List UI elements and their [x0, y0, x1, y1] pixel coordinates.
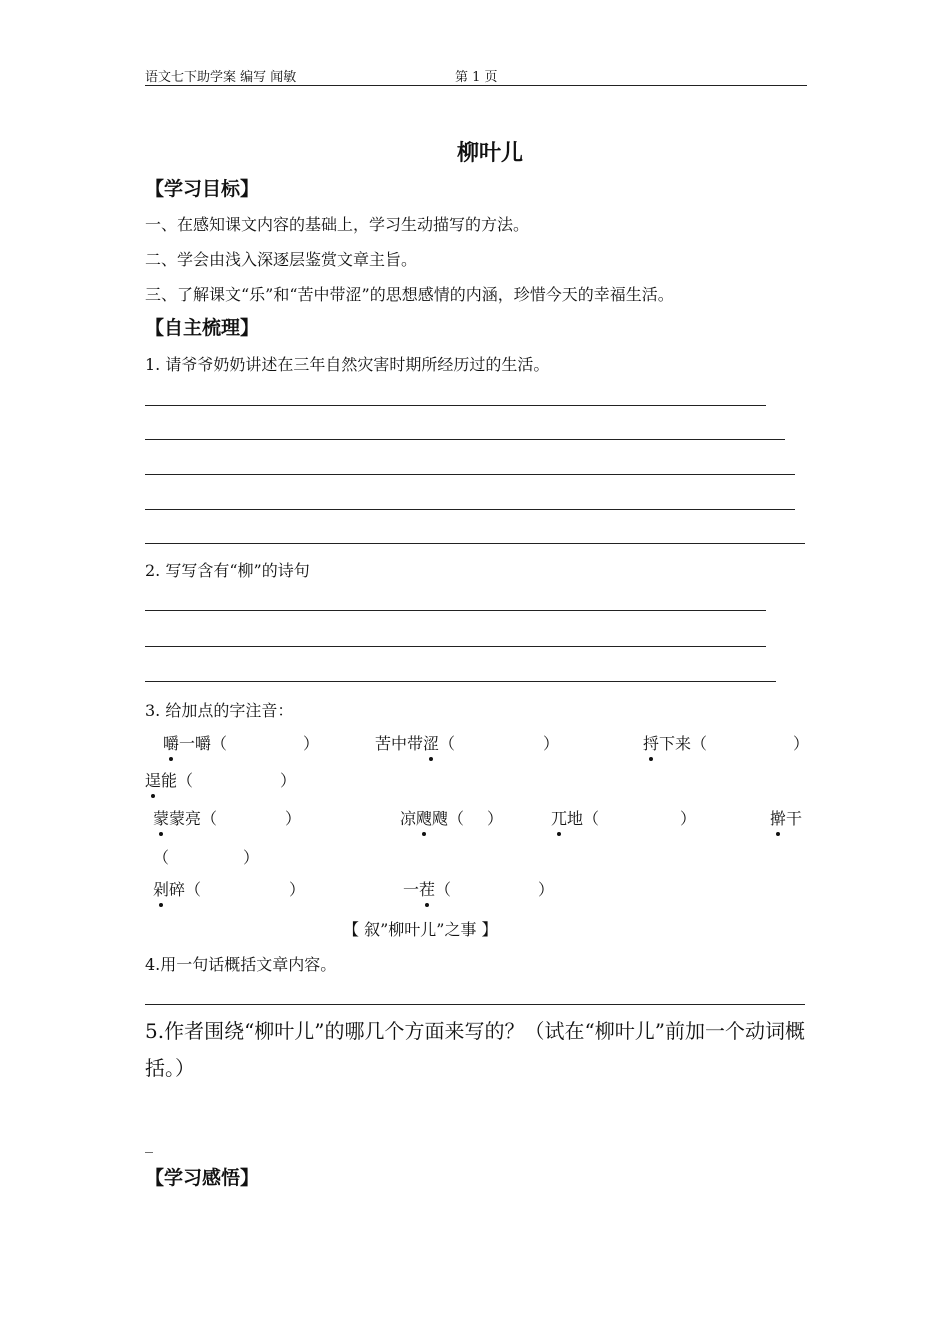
- answer-line[interactable]: [145, 610, 766, 611]
- pinyin-close: ）: [303, 734, 320, 753]
- pinyin-item: 擀干: [770, 806, 802, 829]
- answer-line[interactable]: [145, 439, 785, 440]
- header-left: 语文七下助学案 编写 闻敏: [145, 70, 297, 85]
- pinyin-item: 逞能（: [145, 768, 193, 791]
- goal-2: 二、学会由浅入深逐层鉴赏文章主旨。: [145, 250, 418, 269]
- pinyin-item: 一茬（: [403, 877, 451, 900]
- pinyin-close: ）: [793, 734, 810, 753]
- answer-line[interactable]: [145, 543, 805, 544]
- answer-line[interactable]: [145, 646, 766, 647]
- pinyin-close: ）: [289, 880, 306, 899]
- answer-line[interactable]: [145, 474, 795, 475]
- goal-3: 三、了解课文“乐”和“苦中带涩”的思想感情的内涵，珍惜今天的幸福生活。: [145, 285, 674, 304]
- pinyin-close: ）: [538, 880, 555, 899]
- question-3: 3. 给加点的字注音：: [145, 701, 294, 720]
- dotted-char: 逞: [145, 768, 161, 791]
- pinyin-close: ）: [487, 809, 504, 828]
- pinyin-item: 嚼一嚼（: [163, 731, 227, 754]
- question-2: 2. 写写含有“柳”的诗句: [145, 561, 310, 580]
- dotted-char: 兀: [551, 806, 567, 829]
- pinyin-open: （: [153, 848, 170, 867]
- goals-heading: 【学习目标】: [145, 178, 260, 200]
- pinyin-close: ）: [280, 771, 297, 790]
- question-4: 4.用一句话概括文章内容。: [145, 955, 337, 974]
- pinyin-item: 凉飕飕（: [400, 806, 464, 829]
- pinyin-close: ）: [285, 809, 302, 828]
- answer-line[interactable]: [145, 681, 776, 682]
- answer-line[interactable]: [145, 405, 766, 406]
- dotted-char: 捋: [643, 731, 659, 754]
- answer-line[interactable]: [145, 1004, 805, 1005]
- dotted-char: 涩: [423, 731, 439, 754]
- pinyin-item: 蒙蒙亮（: [153, 806, 217, 829]
- pinyin-close: ）: [680, 809, 697, 828]
- dotted-char: 嚼: [163, 731, 179, 754]
- self-heading: 【自主梳理】: [145, 317, 260, 339]
- sub-heading: 【 叙”柳叶儿”之事 】: [343, 920, 498, 939]
- header-rule: [145, 85, 807, 86]
- question-1: 1. 请爷爷奶奶讲述在三年自然灾害时期所经历过的生活。: [145, 355, 550, 374]
- page-number: 第 1 页: [455, 70, 498, 85]
- dotted-char: 剁: [153, 877, 169, 900]
- question-5: 5.作者围绕“柳叶儿”的哪几个方面来写的？（试在“柳叶儿”前加一个动词概括。）: [145, 1019, 805, 1080]
- dotted-char: 茬: [419, 877, 435, 900]
- pinyin-item: 苦中带涩（: [375, 731, 455, 754]
- dotted-char: 擀: [770, 806, 786, 829]
- dotted-char: 飕: [416, 806, 432, 829]
- dotted-char: 蒙: [153, 806, 169, 829]
- answer-line[interactable]: [145, 509, 795, 510]
- page-title: 柳叶儿: [456, 141, 523, 166]
- pinyin-close: ）: [243, 848, 260, 867]
- pinyin-item: 兀地（: [551, 806, 599, 829]
- dash-mark: _: [145, 1134, 153, 1153]
- pinyin-item: 剁碎（: [153, 877, 201, 900]
- pinyin-close: ）: [543, 734, 560, 753]
- pinyin-item: 捋下来（: [643, 731, 707, 754]
- feel-heading: 【学习感悟】: [145, 1167, 260, 1189]
- goal-1: 一、在感知课文内容的基础上，学习生动描写的方法。: [145, 215, 530, 234]
